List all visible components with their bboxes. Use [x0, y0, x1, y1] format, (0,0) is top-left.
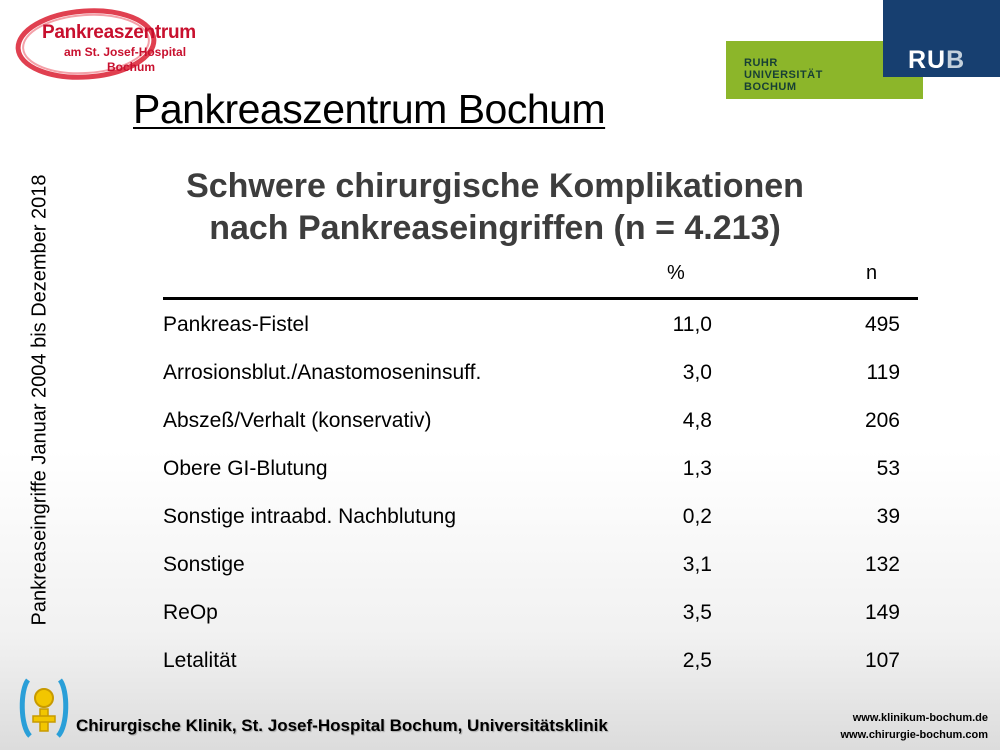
- row-count: 107: [864, 649, 900, 672]
- table-row: [0, 505, 1000, 535]
- footer-url-chirurgie[interactable]: www.chirurgie-bochum.com: [840, 729, 988, 741]
- row-count: 39: [876, 505, 900, 528]
- table-row: [0, 553, 1000, 583]
- row-label: Pankreas-Fistel: [163, 313, 309, 336]
- row-percent: 0,2: [682, 505, 712, 528]
- header-n: n: [866, 262, 878, 284]
- table-row: [0, 409, 1000, 439]
- row-label: Sonstige: [163, 553, 245, 576]
- row-label: Sonstige intraabd. Nachblutung: [163, 505, 457, 528]
- rub-mark-b: B: [946, 46, 966, 74]
- table-row: [0, 457, 1000, 487]
- footer-clinic-name: Chirurgische Klinik, St. Josef-Hospital Bochum, Universitätsklinik: [76, 716, 608, 735]
- row-count: 53: [876, 457, 900, 480]
- row-percent: 2,5: [682, 649, 712, 672]
- table-row: [0, 313, 1000, 343]
- rub-line-2: UNIVERSITÄT: [744, 69, 823, 81]
- row-count: 149: [864, 601, 900, 624]
- pankreaszentrum-logo: [14, 4, 196, 82]
- row-label: ReOp: [163, 601, 218, 624]
- row-count: 132: [864, 553, 900, 576]
- row-percent: 1,3: [682, 457, 712, 480]
- rub-line-1: RUHR: [744, 57, 778, 69]
- row-percent: 3,0: [682, 361, 712, 384]
- subtitle-line-2: nach Pankreaseingriffen (n = 4.213): [209, 209, 781, 247]
- hospital-emblem-icon: [18, 676, 70, 740]
- row-label: Abszeß/Verhalt (konservativ): [163, 409, 432, 432]
- rub-logo-mark: [883, 0, 1000, 77]
- row-percent: 4,8: [682, 409, 712, 432]
- row-label: Arrosionsblut./Anastomoseninsuff.: [163, 361, 482, 384]
- table-row: [0, 601, 1000, 631]
- row-label: Letalität: [163, 649, 237, 672]
- row-percent: 3,5: [682, 601, 712, 624]
- logo-line-1: Pankreaszentrum: [42, 22, 196, 43]
- footer-url-klinikum[interactable]: www.klinikum-bochum.de: [852, 712, 988, 724]
- table-header-rule: [163, 297, 918, 300]
- rub-mark-a: RU: [908, 46, 947, 74]
- subtitle-line-1: Schwere chirurgische Komplikationen: [186, 167, 804, 205]
- logo-line-2: am St. Josef-Hospital: [64, 45, 187, 59]
- table-row: [0, 649, 1000, 679]
- row-label: Obere GI-Blutung: [163, 457, 328, 480]
- row-count: 495: [864, 313, 900, 336]
- table-row: [0, 361, 1000, 391]
- row-percent: 3,1: [682, 553, 712, 576]
- logo-line-3: Bochum: [107, 60, 155, 74]
- row-percent: 11,0: [672, 313, 712, 336]
- rub-line-3: BOCHUM: [744, 81, 797, 93]
- header-percent: %: [667, 262, 685, 284]
- rub-mark-text: [908, 46, 965, 75]
- side-caption: Pankreaseingriffe Januar 2004 bis Dezember 2018: [28, 174, 51, 626]
- row-count: 206: [864, 409, 900, 432]
- slide-subtitle: [100, 165, 890, 249]
- page-title: Pankreaszentrum Bochum: [133, 86, 606, 132]
- row-count: 119: [866, 361, 900, 384]
